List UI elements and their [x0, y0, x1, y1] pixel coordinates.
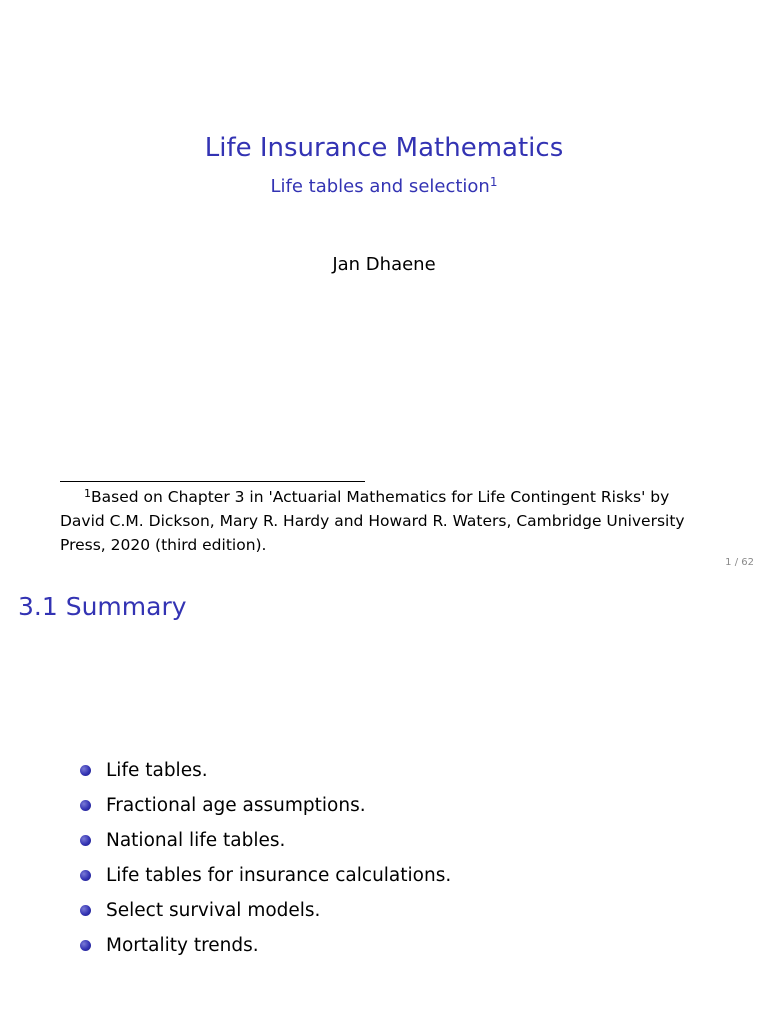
list-item-text: Select survival models. — [106, 900, 321, 921]
list-item-text: Life tables. — [106, 760, 208, 781]
presentation-subtitle — [0, 176, 768, 197]
list-item-text: Fractional age assumptions. — [106, 795, 366, 816]
author-name: Jan Dhaene — [332, 254, 436, 275]
list-item — [80, 823, 451, 858]
bullet-icon — [80, 905, 91, 916]
footnote-mark: 1 — [84, 487, 91, 500]
frame-title: 3.1 Summary — [18, 592, 187, 621]
subtitle-footnote-mark: 1 — [489, 175, 498, 189]
bullet-icon — [80, 870, 91, 881]
list-item — [80, 858, 451, 893]
bullet-icon — [80, 800, 91, 811]
bullet-icon — [80, 940, 91, 951]
list-item — [80, 788, 451, 823]
subtitle-text: Life tables and selection — [270, 176, 490, 197]
summary-bullet-list — [80, 753, 451, 963]
bullet-icon — [80, 835, 91, 846]
list-item — [80, 893, 451, 928]
presentation-title: Life Insurance Mathematics — [204, 133, 564, 163]
page-number: 1 / 62 — [725, 557, 754, 568]
list-item-text: Mortality trends. — [106, 935, 259, 956]
list-item-text: Life tables for insurance calculations. — [106, 865, 452, 886]
list-item — [80, 928, 451, 963]
footnote-rule — [60, 481, 365, 482]
footnote-text: Based on Chapter 3 in 'Actuarial Mathematics for Life Contingent Risks' by David C.M. Dickson, Mary R. Hardy and Howard R. Waters, Cambridge University Press, 2020 (third edition). — [60, 488, 685, 554]
bullet-icon — [80, 765, 91, 776]
summary-slide — [0, 576, 768, 1024]
footnote — [60, 485, 710, 557]
list-item-text: National life tables. — [106, 830, 286, 851]
list-item — [80, 753, 451, 788]
